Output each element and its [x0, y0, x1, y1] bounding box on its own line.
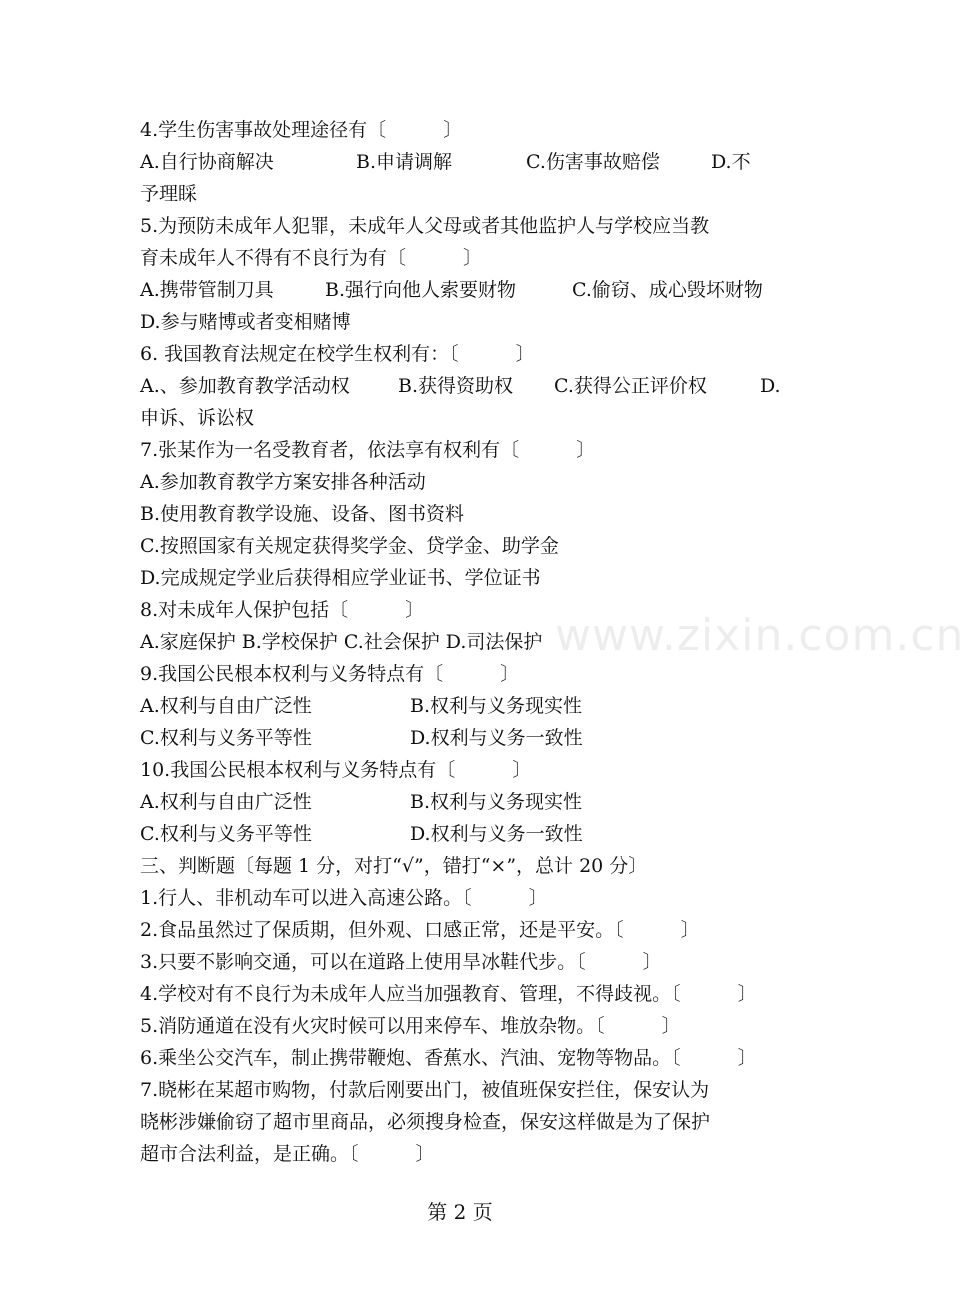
option-c: C.伤害事故赔偿 — [526, 151, 660, 173]
option-a: A.权利与自由广泛性 — [140, 695, 312, 717]
question-8-stem: 8.对未成年人保护包括〔 〕 — [140, 599, 425, 621]
question-10-stem: 10.我国公民根本权利与义务特点有〔 〕 — [140, 759, 532, 781]
question-7-option-c: C.按照国家有关规定获得奖学金、贷学金、助学金 — [140, 535, 559, 557]
question-5-options — [140, 274, 790, 306]
judgment-item-1: 1.行人、非机动车可以进入高速公路。〔 〕 — [140, 887, 548, 909]
judgment-item-2: 2.食品虽然过了保质期，但外观、口感正常，还是平安。〔 〕 — [140, 919, 700, 941]
question-9-options-row-2 — [140, 722, 790, 754]
section-3-heading: 三、判断题〔每题 1 分，对打“√”，错打“×”，总计 20 分〕 — [140, 855, 648, 877]
judgment-item-7-line-1: 7.晓彬在某超市购物，付款后刚要出门，被值班保安拦住，保安认为 — [140, 1079, 710, 1101]
question-4-continuation: 予理睬 — [140, 183, 198, 205]
option-c: C.权利与义务平等性 — [140, 823, 312, 845]
option-b: B.强行向他人索要财物 — [325, 279, 517, 301]
option-b: B.申请调解 — [356, 151, 453, 173]
option-c: C.权利与义务平等性 — [140, 727, 312, 749]
judgment-item-6: 6.乘坐公交汽车，制止携带鞭炮、香蕉水、汽油、宠物等物品。〔 〕 — [140, 1047, 757, 1069]
option-a: A.携带管制刀具 — [140, 279, 274, 301]
page-number: 第 2 页 — [427, 1200, 493, 1224]
question-6-stem: 6. 我国教育法规定在校学生权利有：〔 〕 — [140, 343, 535, 365]
option-c: C.获得公正评价权 — [554, 375, 707, 397]
question-7-stem: 7.张某作为一名受教育者，依法享有权利有〔 〕 — [140, 439, 596, 461]
judgment-item-3: 3.只要不影响交通，可以在道路上使用旱冰鞋代步。〔 〕 — [140, 951, 662, 973]
option-b: B.获得资助权 — [398, 375, 514, 397]
question-7-option-b: B.使用教育教学设施、设备、图书资料 — [140, 503, 465, 525]
question-7-option-d: D.完成规定学业后获得相应学业证书、学位证书 — [140, 567, 541, 589]
judgment-item-4: 4.学校对有不良行为未成年人应当加强教育、管理，不得歧视。〔 〕 — [140, 983, 757, 1005]
watermark: www.zixin.com.cn — [555, 610, 964, 661]
option-b: B.权利与义务现实性 — [410, 791, 583, 813]
question-9-stem: 9.我国公民根本权利与义务特点有〔 〕 — [140, 663, 520, 685]
question-10-options-row-2 — [140, 818, 790, 850]
option-a: A.、参加教育教学活动权 — [140, 375, 350, 397]
judgment-item-7-line-3: 超市合法利益，是正确。〔 〕 — [140, 1143, 435, 1165]
question-8-options: A.家庭保护 B.学校保护 C.社会保护 D.司法保护 — [140, 631, 543, 653]
option-d: D.不 — [711, 151, 751, 173]
question-5-stem-line-1: 5.为预防未成年人犯罪，未成年人父母或者其他监护人与学校应当教 — [140, 215, 710, 237]
option-d: D. — [760, 375, 781, 397]
option-d: D.权利与义务一致性 — [410, 727, 583, 749]
question-5-option-d: D.参与赌博或者变相赌博 — [140, 311, 351, 333]
option-c: C.偷窃、成心毁坏财物 — [572, 279, 763, 301]
question-10-options-row-1 — [140, 786, 790, 818]
question-list — [140, 114, 790, 1170]
question-9-options-row-1 — [140, 690, 790, 722]
option-d: D.权利与义务一致性 — [410, 823, 583, 845]
question-6-options — [140, 370, 790, 402]
judgment-item-5: 5.消防通道在没有火灾时候可以用来停车、堆放杂物。〔 〕 — [140, 1015, 681, 1037]
question-4-options — [140, 146, 790, 178]
question-7-option-a: A.参加教育教学方案安排各种活动 — [140, 471, 426, 493]
judgment-item-7-line-2: 晓彬涉嫌偷窃了超市里商品，必须搜身检查，保安这样做是为了保护 — [140, 1111, 711, 1133]
question-5-stem-line-2: 育未成年人不得有不良行为有〔 〕 — [140, 247, 483, 269]
option-a: A.权利与自由广泛性 — [140, 791, 312, 813]
question-6-continuation: 申诉、诉讼权 — [140, 407, 255, 429]
question-4-stem: 4.学生伤害事故处理途径有〔 〕 — [140, 119, 463, 141]
option-a: A.自行协商解决 — [140, 151, 274, 173]
option-b: B.权利与义务现实性 — [410, 695, 583, 717]
